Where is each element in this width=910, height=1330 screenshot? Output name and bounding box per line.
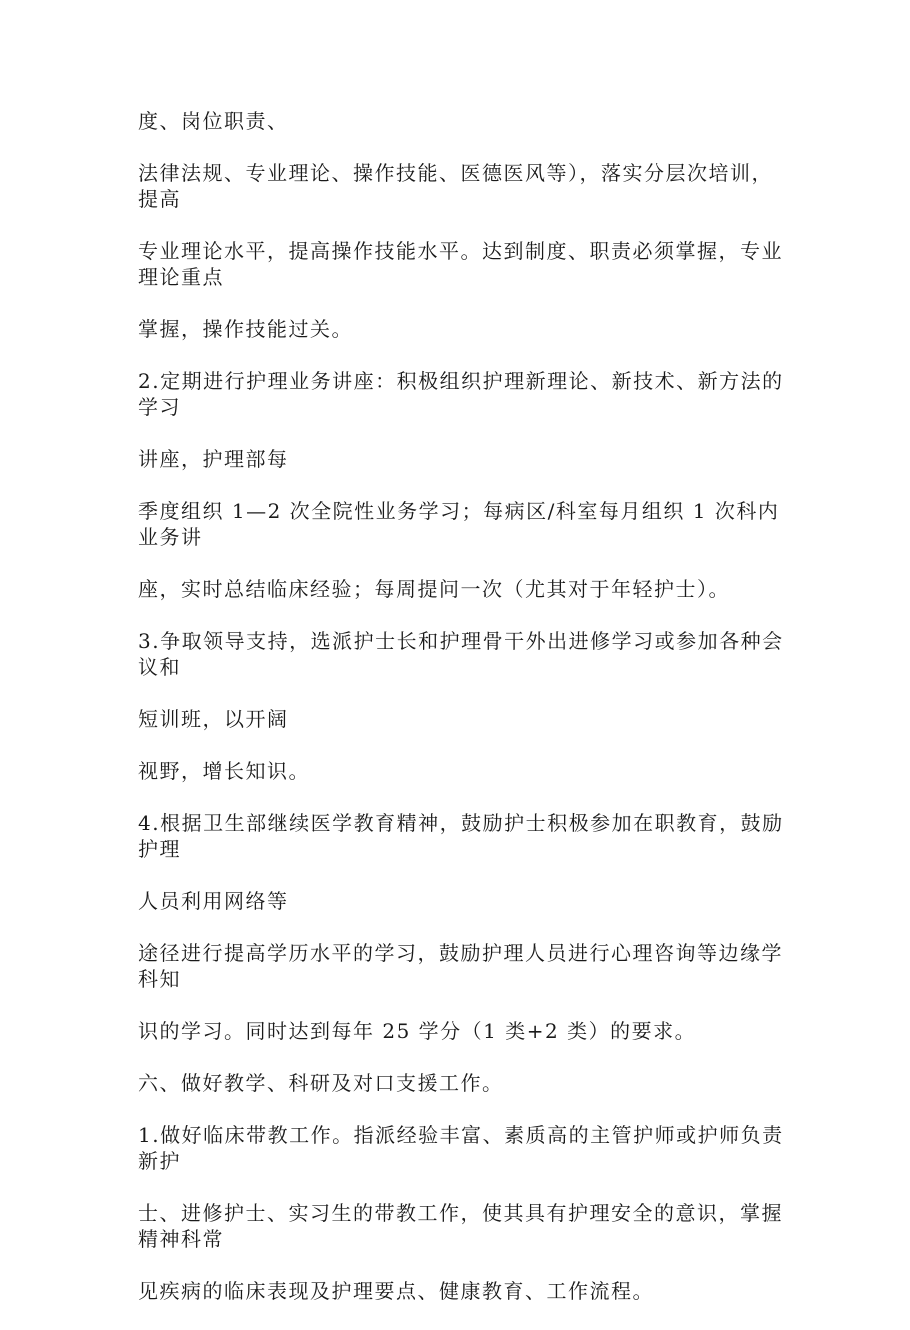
paragraph: 季度组织 1—2 次全院性业务学习；每病区/科室每月组织 1 次科内业务讲 <box>138 499 780 549</box>
paragraph: 1.做好临床带教工作。指派经验丰富、素质高的主管护师或护师负责新护 <box>138 1123 784 1173</box>
paragraph: 4.根据卫生部继续医学教育精神，鼓励护士积极参加在职教育，鼓励护理 <box>138 811 784 861</box>
paragraph: 专业理论水平，提高操作技能水平。达到制度、职责必须掌握，专业理论重点 <box>138 239 783 289</box>
paragraph: 讲座，护理部每 <box>138 447 289 471</box>
paragraph: 座，实时总结临床经验；每周提问一次（尤其对于年轻护士）。 <box>138 577 730 601</box>
paragraph: 见疾病的临床表现及护理要点、健康教育、工作流程。 <box>138 1279 654 1303</box>
paragraph: 视野，增长知识。 <box>138 759 310 783</box>
paragraph: 识的学习。同时达到每年 25 学分（1 类+2 类）的要求。 <box>138 1019 697 1043</box>
paragraph: 3.争取领导支持，选派护士长和护理骨干外出进修学习或参加各种会议和 <box>138 629 784 679</box>
paragraph: 法律法规、专业理论、操作技能、医德医风等），落实分层次培训，提高 <box>138 161 773 211</box>
paragraph: 士、进修护士、实习生的带教工作，使其具有护理安全的意识，掌握精神科常 <box>138 1201 783 1251</box>
paragraph: 掌握，操作技能过关。 <box>138 317 353 341</box>
paragraph: 短训班，以开阔 <box>138 707 289 731</box>
section-heading: 六、做好教学、科研及对口支援工作。 <box>138 1071 504 1095</box>
paragraph: 人员利用网络等 <box>138 889 289 913</box>
paragraph: 度、岗位职责、 <box>138 109 289 133</box>
document-body <box>138 108 788 1330</box>
paragraph: 2.定期进行护理业务讲座：积极组织护理新理论、新技术、新方法的学习 <box>138 369 784 419</box>
paragraph: 途径进行提高学历水平的学习，鼓励护理人员进行心理咨询等边缘学科知 <box>138 941 783 991</box>
